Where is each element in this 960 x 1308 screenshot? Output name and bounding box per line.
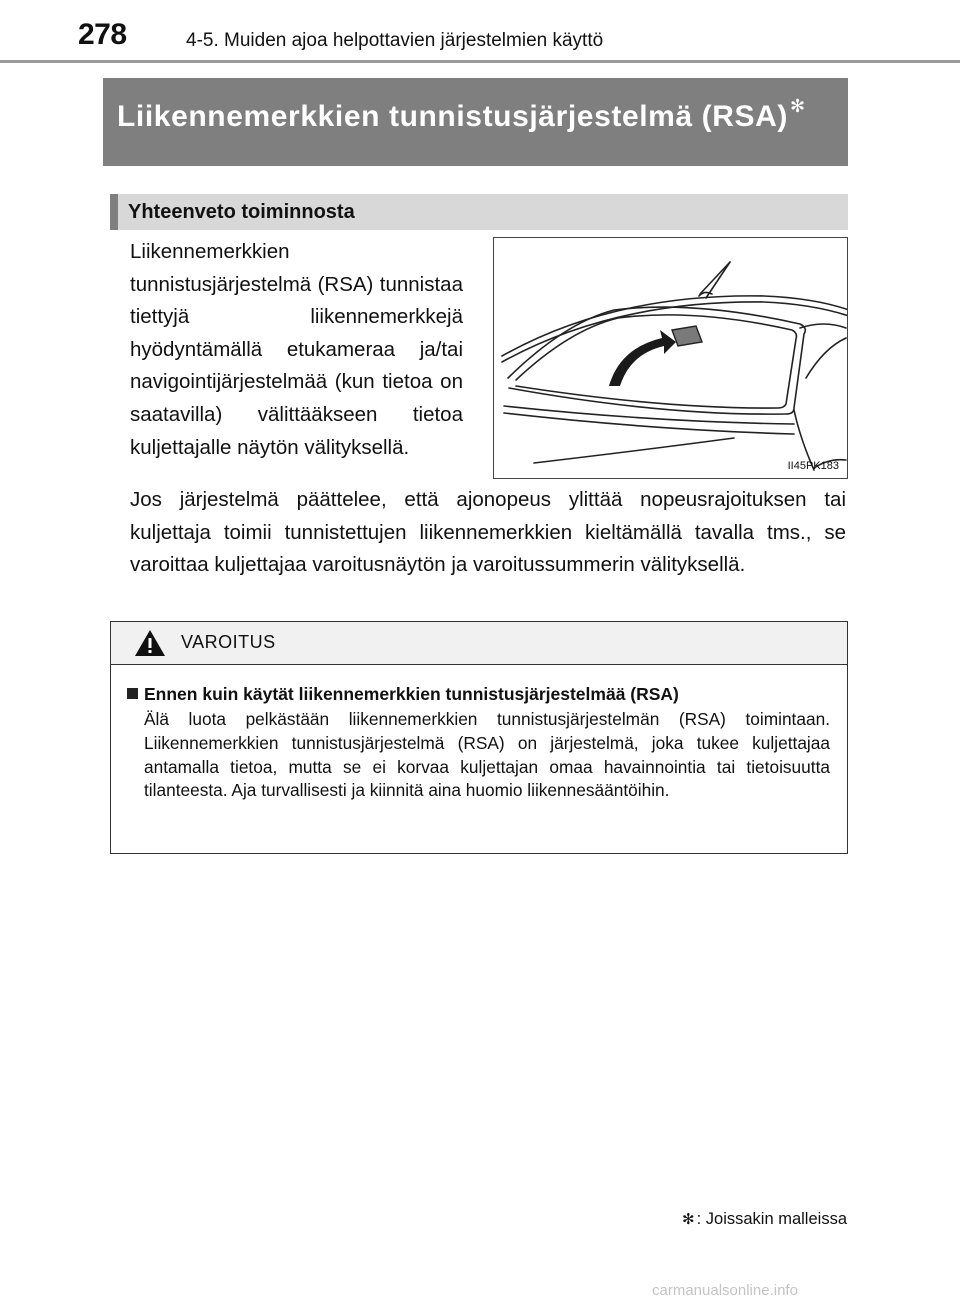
- watermark: carmanualsonline.info: [652, 1282, 798, 1299]
- warning-box: [110, 621, 848, 854]
- figure-code: II45PK183: [787, 460, 839, 472]
- warning-body: Älä luota pelkästään liikennemerkkien tunnistusjärjestelmän (RSA) toimintaan. Liikennemerkkien tunnistusjärjestelmä (RSA) on järjestelmä, joka tukee kuljettajaa antamalla tietoa, mutta se ei korvaa kuljettajan omaa havainnointia tai tietoisuutta tilanteesta. Aja turvallisesti ja kiinnitä aina huomio liikennesääntöihin.: [144, 709, 830, 801]
- warning-item-title-text: Ennen kuin käytät liikennemerkkien tunnistusjärjestelmää (RSA): [144, 684, 679, 704]
- page-number: 278: [78, 18, 127, 51]
- warning-item-title: [127, 684, 679, 705]
- section-heading: Yhteenveto toiminnosta: [110, 194, 848, 230]
- chapter-title: 4-5. Muiden ajoa helpottavien järjestelmien käyttö: [186, 30, 604, 51]
- footnote-text: : Joissakin malleissa: [696, 1210, 847, 1228]
- windshield-illustration-drawing: [494, 238, 848, 479]
- title-footnote-marker: ✻: [790, 96, 806, 116]
- windshield-camera-illustration: [493, 237, 848, 479]
- square-bullet-icon: [127, 688, 138, 699]
- footnote: [682, 1210, 847, 1229]
- page-title-text: Liikennemerkkien tunnistusjärjestelmä (RSA): [117, 100, 788, 133]
- page-title: [103, 78, 848, 166]
- warning-header: [111, 622, 847, 665]
- footnote-marker: ✻: [682, 1211, 695, 1228]
- warning-triangle-icon: [133, 628, 167, 658]
- warning-title: VAROITUS: [181, 632, 276, 652]
- intro-paragraph: Liikennemerkkien tunnistusjärjestelmä (RSA) tunnistaa tiettyjä liikennemerkkejä hyödyntämällä etukameraa ja/tai navigointijärjestelmää (kun tietoa on saatavilla) välittääkseen tietoa kuljettajalle näytön välityksellä.: [130, 240, 463, 459]
- body-paragraph: Jos järjestelmä päättelee, että ajonopeus ylittää nopeusrajoituksen tai kuljettaja toimii tunnistettujen liikennemerkkien kieltämällä tavalla tms., se varoittaa kuljettajaa varoitusnäytön ja varoitussummerin välityksellä.: [130, 488, 846, 577]
- header-divider: [0, 60, 960, 63]
